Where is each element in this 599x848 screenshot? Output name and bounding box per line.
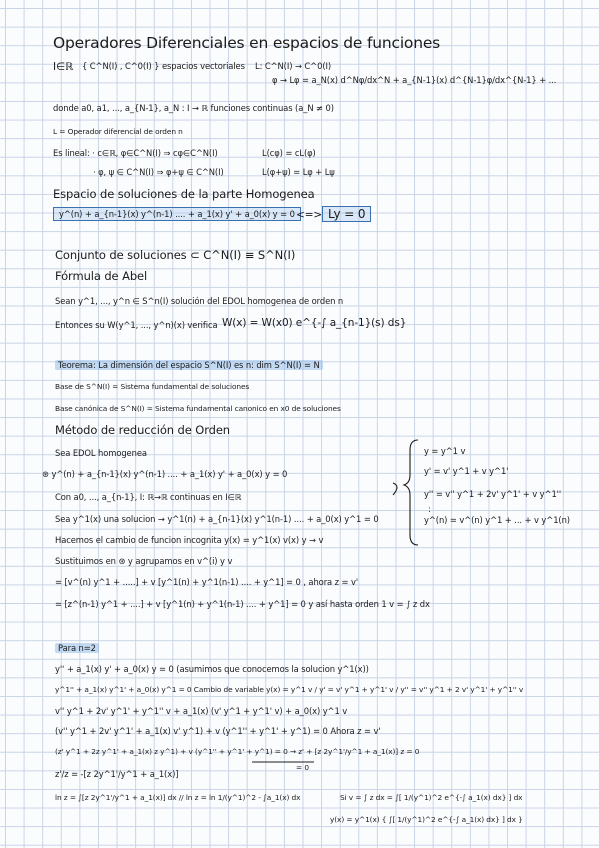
system-line-5: y^(n) = v^(n) y^1 + ... + v y^1(n) [424, 515, 570, 525]
n2-heading [55, 644, 99, 652]
spaces-line: { C^N(I) , C^0(I) } espacios vectoriales [82, 61, 245, 71]
linearity-scalar-result: L(cφ) = cL(φ) [262, 148, 316, 158]
reduction-con: Con a0, ..., a_{n-1}, I: ℝ→ℝ continuas en I∈ℝ [55, 492, 242, 502]
reduction-sustituimos: Sustituimos en ⊛ y agrupamos en v^(i) y v [55, 556, 233, 566]
base-line: Base de S^N(I) = Sistema fundamental de soluciones [55, 382, 250, 391]
n2-line-4: (v'' y^1 + 2v' y^1' + a_1(x) v' y^1) + v (y^1'' + y^1' + y^1) = 0 Ahora z = v' [55, 726, 381, 736]
left-brace [404, 440, 418, 545]
reduction-heading: Método de reducción de Orden [55, 423, 230, 437]
canonical-base-line: Base canónica de S^N(I) = Sistema fundamental canonico en x0 de soluciones [55, 404, 341, 413]
coefficients-line: donde a0, a1, ..., a_{N-1}, a_N : I → ℝ funciones continuas (a_N ≠ 0) [53, 103, 334, 113]
system-line-3: y'' = v'' y^1 + 2v' y^1' + v y^1'' [424, 489, 562, 499]
compact-equation: Ly = 0 [322, 206, 371, 222]
system-line-4: : [428, 504, 431, 514]
theorem-line [55, 361, 323, 369]
n2-line-1: y'' + a_1(x) y' + a_0(x) y = 0 (asumimos que conocemos la solucion y^1(x)) [55, 664, 369, 674]
iff-symbol: <=> [296, 209, 323, 221]
operator-order-line: L = Operador diferencial de orden n [53, 127, 183, 136]
solution-set: Conjunto de soluciones ⊂ C^N(I) ≡ S^N(I) [55, 248, 296, 262]
n2-line-5-under: = 0 [296, 763, 309, 772]
reduction-cambio: Hacemos el cambio de funcion incognita y(x) = y^1(x) v(x) y → v [55, 535, 324, 545]
n2-line-2: y^1'' + a_1(x) y^1' + a_0(x) y^1 = 0 Cambio de variable y(x) = y^1 v / y' = v' y^1 + y^1' v / y'' = v'' y^1 + 2 v' y^1' + y^1'' v [55, 685, 524, 694]
linearity-sum: · φ, ψ ∈ C^N(I) ⇒ φ+ψ ∈ C^N(I) [93, 167, 224, 177]
n2-heading-text: Para n=2 [55, 643, 99, 653]
n2-line-7b: Si v = ∫ z dx = ∫[ 1/(y^1)^2 e^{-∫ a_1(x) dx} ] dx [340, 793, 523, 802]
reduction-sea: Sea EDOL homogenea [55, 448, 147, 458]
n2-line-6: z'/z = -[z 2y^1'/y^1 + a_1(x)] [55, 769, 179, 779]
page-title: Operadores Diferenciales en espacios de funciones [53, 34, 441, 52]
n2-line-3: v'' y^1 + 2v' y^1' + y^1'' v + a_1(x) (v' y^1 + y^1' v) + a_0(x) y^1 v [55, 706, 348, 716]
n2-line-7: ln z = ∫[z 2y^1'/y^1 + a_1(x)] dx // ln z = ln 1/(y^1)^2 - ∫a_1(x) dx [55, 793, 301, 802]
abel-formula: W(x) = W(x0) e^{-∫ a_{n-1}(s) ds} [222, 317, 407, 329]
n2-line-5: (z' y^1 + 2z y^1' + a_1(x) z y^1) + v (y^1'' + y^1' + y^1) = 0 → z' + [z 2y^1'/y^1 + a_1(x)] z = 0 [55, 747, 420, 756]
n2-line-8: y(x) = y^1(x) { ∫[ 1/(y^1)^2 e^{-∫ a_1(x) dx} ] dx } [330, 815, 523, 824]
linearity-sum-result: L(φ+ψ) = Lφ + Lψ [262, 167, 335, 177]
abel-line-2: Entonces su W(y^1, ..., y^n)(x) verifica [55, 320, 218, 330]
abel-line-1: Sean y^1, ..., y^n ∈ S^n(I) solución del EDOL homogenea de orden n [55, 296, 344, 306]
curved-arrow [393, 483, 397, 495]
homogeneous-equation: y^(n) + a_{n-1}(x) y^(n-1) .... + a_1(x) y' + a_0(x) y = 0 [53, 207, 301, 221]
system-line-1: y = y^1 v [424, 446, 466, 456]
reduction-sea-sol: Sea y^1(x) una solucion → y^1(n) + a_{n-1}(x) y^1(n-1) .... + a_0(x) y^1 = 0 [55, 514, 379, 524]
homogeneous-heading: Espacio de soluciones de la parte Homogenea [53, 187, 315, 201]
theorem-text: Teorema: La dimensión del espacio S^N(I) es n: dim S^N(I) = N [55, 360, 323, 370]
operator-definition: L: C^N(I) → C^0(I) [255, 61, 332, 71]
abel-heading: Fórmula de Abel [55, 269, 148, 283]
reduction-eq-2: = [z^(n-1) y^1 + ....] + v [y^1(n) + y^1(n-1) .... + y^1] = 0 y así hasta orden 1 v = ∫ z dx [55, 599, 430, 609]
domain-symbol: I∈ℝ [53, 61, 74, 73]
system-line-2: y' = v' y^1 + v y^1' [424, 466, 509, 476]
reduction-eq-1: = [v^(n) y^1 + .....] + v [y^1(n) + y^1(n-1) .... + y^1] = 0 , ahora z = v' [55, 577, 359, 587]
operator-map: φ → Lφ = a_N(x) d^Nφ/dx^N + a_{N-1}(x) d^{N-1}φ/dx^{N-1} + ... [272, 75, 557, 85]
linearity-scalar: Es lineal: · c∈ℝ, φ∈C^N(I) ⇒ cφ∈C^N(I) [53, 148, 218, 158]
reduction-equation: ⊛ y^(n) + a_{n-1}(x) y^(n-1) .... + a_1(x) y' + a_0(x) y = 0 [42, 469, 288, 479]
